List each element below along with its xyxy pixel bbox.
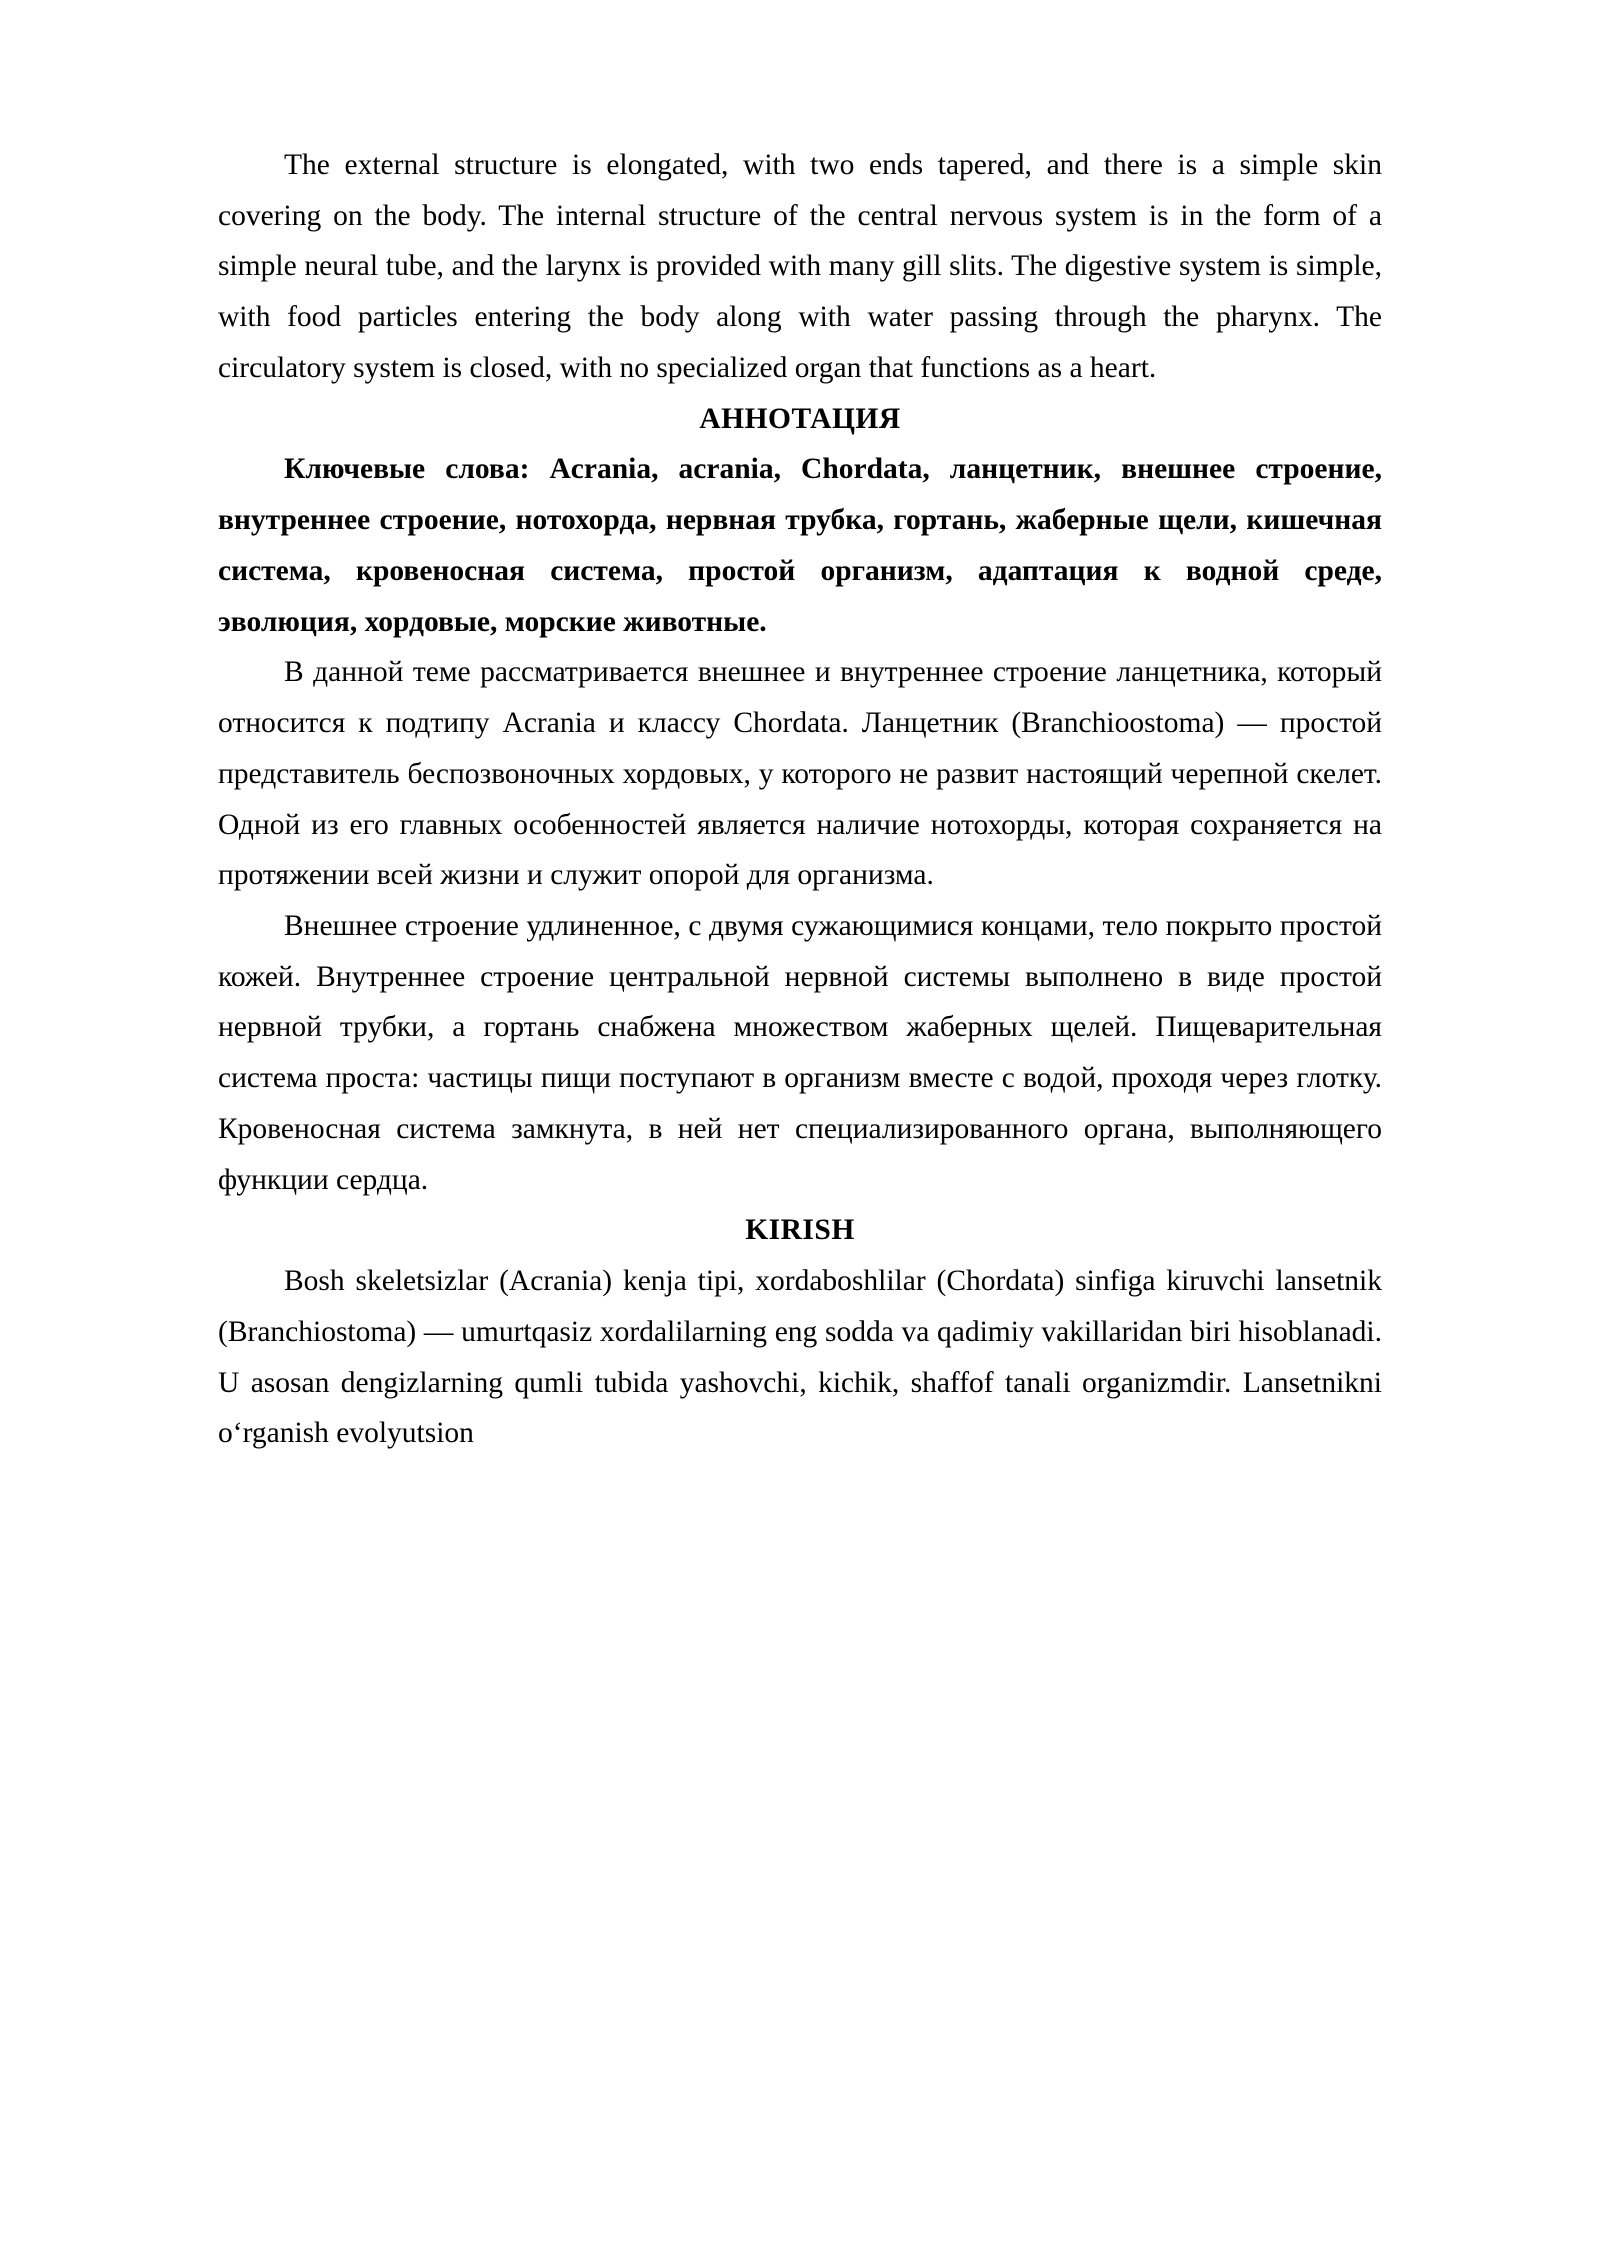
paragraph-russian-keywords: Ключевые слова: Acrania, acrania, Chordata, ланцетник, внешнее строение, внутреннее строение, нотохорда, нервная трубка, гортань, жаберные щели, кишечная система, кровеносная система, простой организм, адаптация к водной среде, эволюция, хордовые, морские животные. <box>218 453 1382 638</box>
paragraph-english-abstract-body: The external structure is elongated, with two ends tapered, and there is a simple skin covering on the body. The internal structure of the central nervous system is in the form of a simple neural tube, and the larynx is provided with many gill slits. The digestive system is simple, with food particles entering the body along with water passing through the pharynx. The circulatory system is closed, with no specialized organ that functions as a heart. <box>218 149 1382 384</box>
heading-annotation: АННОТАЦИЯ <box>699 402 901 435</box>
paragraph-russian-abstract-2: Внешнее строение удлиненное, с двумя сужающимися концами, тело покрыто простой кожей. Внутреннее строение центральной нервной системы выполнено в виде простой нервной трубки, а гортань снабжена множеством жаберных щелей. Пищеварительная система проста: частицы пищи поступают в организм вместе с водой, проходя через глотку. Кровеносная система замкнута, в ней нет специализированного органа, выполняющего функции сердца. <box>218 910 1382 1196</box>
paragraph-russian-abstract-1: В данной теме рассматривается внешнее и внутреннее строение ланцетника, который относится к подтипу Acrania и классу Chordata. Ланцетник (Branchioostoma) — простой представитель беспозвоночных хордовых, у которого не развит настоящий черепной скелет. Одной из его главных особенностей является наличие нотохорды, которая сохраняется на протяжении всей жизни и служит опорой для организма. <box>218 656 1382 892</box>
paragraph-uzbek-intro-1: Bosh skeletsizlar (Acrania) kenja tipi, xordaboshlilar (Chordata) sinfiga kiruvchi lansetnik (Branchiostoma) — umurtqasiz xordalilarning eng sodda va qadimiy vakillaridan biri hisoblanadi. U asosan dengizlarning qumli tubida yashovchi, kichik, shaffof tanali organizmdir. Lansetnikni o‘rganish evolyutsion <box>218 1265 1382 1450</box>
document-text-column <box>218 140 1382 1459</box>
heading-kirish: KIRISH <box>745 1214 855 1247</box>
